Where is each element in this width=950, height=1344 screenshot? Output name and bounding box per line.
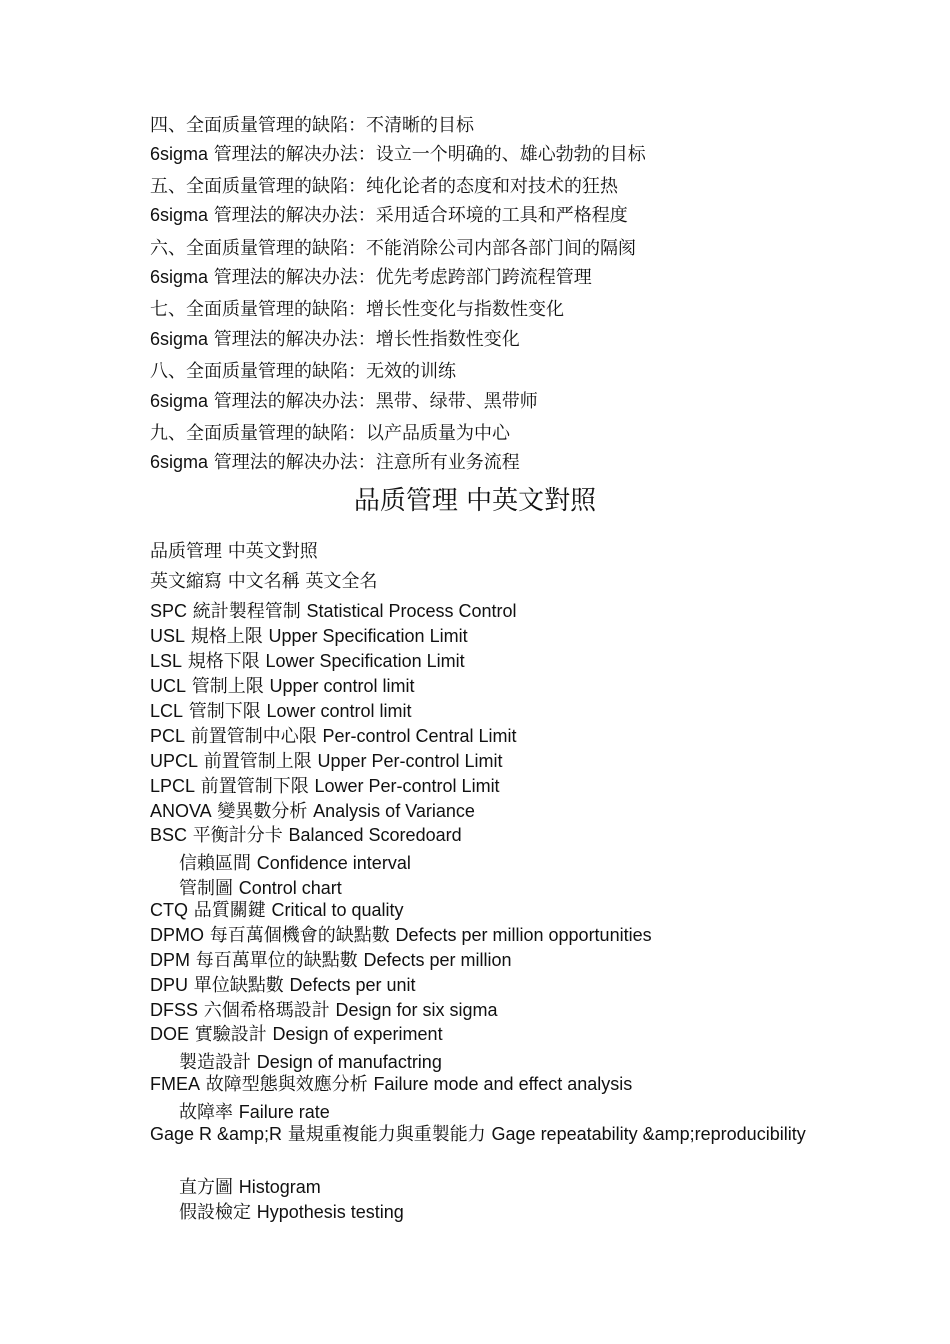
entry-abbr: BSC bbox=[150, 825, 188, 845]
solution-prefix: 6sigma bbox=[150, 144, 209, 164]
glossary-entry bbox=[150, 823, 462, 848]
glossary-entry bbox=[150, 948, 512, 973]
glossary-entry bbox=[150, 973, 416, 998]
glossary-entry bbox=[150, 649, 465, 674]
entry-en: Balanced Scoredoard bbox=[288, 825, 462, 845]
entry-en: Statistical Process Control bbox=[306, 601, 517, 621]
entry-abbr: SPC bbox=[150, 601, 188, 621]
defect-line: 四、全面质量管理的缺陷：不清晰的目标 bbox=[150, 115, 474, 136]
solution-line bbox=[150, 142, 646, 167]
glossary-entry bbox=[150, 1072, 632, 1097]
glossary-entry bbox=[150, 724, 517, 749]
entry-abbr: LPCL bbox=[150, 776, 196, 796]
solution-line bbox=[150, 450, 520, 475]
glossary-entry bbox=[150, 1122, 806, 1147]
defect-line: 六、全面质量管理的缺陷：不能消除公司内部各部门间的隔阂 bbox=[150, 238, 636, 259]
entry-zh: 變異數分析 bbox=[217, 801, 308, 822]
entry-zh: 實驗設計 bbox=[194, 1024, 267, 1045]
entry-zh: 統計製程管制 bbox=[192, 601, 301, 622]
solution-prefix: 6sigma bbox=[150, 205, 209, 225]
entry-en: Control chart bbox=[238, 878, 342, 898]
glossary-entry bbox=[150, 624, 468, 649]
glossary-entry bbox=[179, 851, 411, 876]
entry-en: Gage repeatability &amp;reproducibility bbox=[491, 1124, 806, 1144]
solution-text: 管理法的解决办法：增长性指数性变化 bbox=[208, 329, 520, 350]
glossary-entry bbox=[150, 674, 415, 699]
entry-zh: 平衡計分卡 bbox=[192, 825, 283, 846]
glossary-entry bbox=[150, 1022, 443, 1047]
glossary-header-row: 英文縮寫 中文名稱 英文全名 bbox=[150, 571, 378, 592]
entry-en: Upper Specification Limit bbox=[268, 626, 468, 646]
entry-abbr: LSL bbox=[150, 651, 183, 671]
entry-abbr: DPMO bbox=[150, 925, 204, 945]
entry-zh: 單位缺點數 bbox=[193, 975, 284, 996]
glossary-entry bbox=[150, 998, 498, 1023]
entry-zh: 前置管制下限 bbox=[200, 776, 309, 797]
entry-abbr: FMEA bbox=[150, 1074, 201, 1094]
defect-line: 七、全面质量管理的缺陷：增长性变化与指数性变化 bbox=[150, 299, 564, 320]
entry-abbr: UPCL bbox=[150, 751, 199, 771]
glossary-entry bbox=[150, 923, 652, 948]
entry-en: Upper control limit bbox=[269, 676, 415, 696]
entry-zh: 直方圖 bbox=[179, 1177, 233, 1198]
entry-zh: 管制下限 bbox=[188, 701, 261, 722]
entry-en: Lower control limit bbox=[266, 701, 412, 721]
entry-abbr: DFSS bbox=[150, 1000, 199, 1020]
solution-line bbox=[150, 265, 592, 290]
defect-line: 八、全面质量管理的缺陷：无效的训练 bbox=[150, 361, 456, 382]
entry-abbr: DPM bbox=[150, 950, 190, 970]
entry-en: Failure rate bbox=[238, 1102, 330, 1122]
glossary-subtitle: 品质管理 中英文對照 bbox=[150, 541, 318, 562]
solution-line bbox=[150, 327, 520, 352]
glossary-entry bbox=[150, 699, 412, 724]
entry-zh: 管制圖 bbox=[179, 878, 233, 899]
entry-zh: 規格下限 bbox=[187, 651, 260, 672]
entry-abbr: LCL bbox=[150, 701, 184, 721]
glossary-entry bbox=[150, 749, 503, 774]
entry-abbr: Gage R &amp;R bbox=[150, 1124, 283, 1144]
glossary-entry bbox=[150, 898, 404, 923]
entry-en: Defects per unit bbox=[289, 975, 416, 995]
entry-en: Design of experiment bbox=[272, 1024, 443, 1044]
glossary-entry bbox=[179, 1175, 321, 1200]
entry-en: Defects per million bbox=[363, 950, 512, 970]
entry-zh: 製造設計 bbox=[179, 1052, 251, 1073]
entry-zh: 每百萬個機會的缺點數 bbox=[209, 925, 390, 946]
entry-en: Analysis of Variance bbox=[313, 801, 475, 821]
solution-prefix: 6sigma bbox=[150, 452, 209, 472]
solution-prefix: 6sigma bbox=[150, 267, 209, 287]
defect-line: 九、全面质量管理的缺陷：以产品质量为中心 bbox=[150, 423, 510, 444]
entry-en: Critical to quality bbox=[271, 900, 404, 920]
solution-text: 管理法的解决办法：黑带、绿带、黑带师 bbox=[208, 391, 538, 412]
entry-en: Confidence interval bbox=[256, 853, 411, 873]
entry-zh: 前置管制上限 bbox=[203, 751, 312, 772]
entry-zh: 假設檢定 bbox=[179, 1202, 251, 1223]
entry-zh: 信賴區間 bbox=[179, 853, 251, 874]
entry-abbr: DPU bbox=[150, 975, 189, 995]
glossary-entry bbox=[150, 799, 475, 824]
entry-en: Failure mode and effect analysis bbox=[373, 1074, 633, 1094]
entry-zh: 六個希格瑪設計 bbox=[203, 1000, 330, 1021]
entry-abbr: USL bbox=[150, 626, 186, 646]
entry-zh: 量規重複能力與重製能力 bbox=[287, 1124, 486, 1145]
entry-en: Lower Specification Limit bbox=[265, 651, 465, 671]
glossary-entry bbox=[150, 599, 517, 624]
glossary-entry bbox=[150, 774, 500, 799]
entry-zh: 管制上限 bbox=[191, 676, 264, 697]
solution-text: 管理法的解决办法：注意所有业务流程 bbox=[208, 452, 520, 473]
defect-line: 五、全面质量管理的缺陷：纯化论者的态度和对技术的狂热 bbox=[150, 176, 618, 197]
entry-en: Design of manufactring bbox=[256, 1052, 442, 1072]
entry-abbr: PCL bbox=[150, 726, 186, 746]
glossary-entry bbox=[179, 1200, 404, 1225]
solution-line bbox=[150, 203, 628, 228]
entry-zh: 故障型態與效應分析 bbox=[205, 1074, 368, 1095]
solution-text: 管理法的解决办法：优先考虑跨部门跨流程管理 bbox=[208, 267, 592, 288]
entry-en: Lower Per-control Limit bbox=[314, 776, 500, 796]
solution-text: 管理法的解决办法：采用适合环境的工具和严格程度 bbox=[208, 205, 628, 226]
entry-en: Histogram bbox=[238, 1177, 321, 1197]
entry-en: Defects per million opportunities bbox=[395, 925, 652, 945]
entry-zh: 品質關鍵 bbox=[193, 900, 266, 921]
solution-text: 管理法的解决办法：设立一个明确的、雄心勃勃的目标 bbox=[208, 144, 646, 165]
solution-line bbox=[150, 389, 538, 414]
section-title: 品质管理 中英文對照 bbox=[353, 486, 597, 516]
solution-prefix: 6sigma bbox=[150, 329, 209, 349]
entry-zh: 每百萬單位的缺點數 bbox=[195, 950, 358, 971]
entry-en: Design for six sigma bbox=[335, 1000, 498, 1020]
entry-zh: 故障率 bbox=[179, 1102, 233, 1123]
entry-abbr: ANOVA bbox=[150, 801, 212, 821]
entry-abbr: DOE bbox=[150, 1024, 190, 1044]
entry-abbr: CTQ bbox=[150, 900, 188, 920]
entry-en: Per-control Central Limit bbox=[322, 726, 517, 746]
entry-zh: 規格上限 bbox=[190, 626, 263, 647]
entry-en: Hypothesis testing bbox=[256, 1202, 404, 1222]
entry-en: Upper Per-control Limit bbox=[317, 751, 503, 771]
entry-abbr: UCL bbox=[150, 676, 187, 696]
entry-zh: 前置管制中心限 bbox=[190, 726, 317, 747]
solution-prefix: 6sigma bbox=[150, 391, 209, 411]
